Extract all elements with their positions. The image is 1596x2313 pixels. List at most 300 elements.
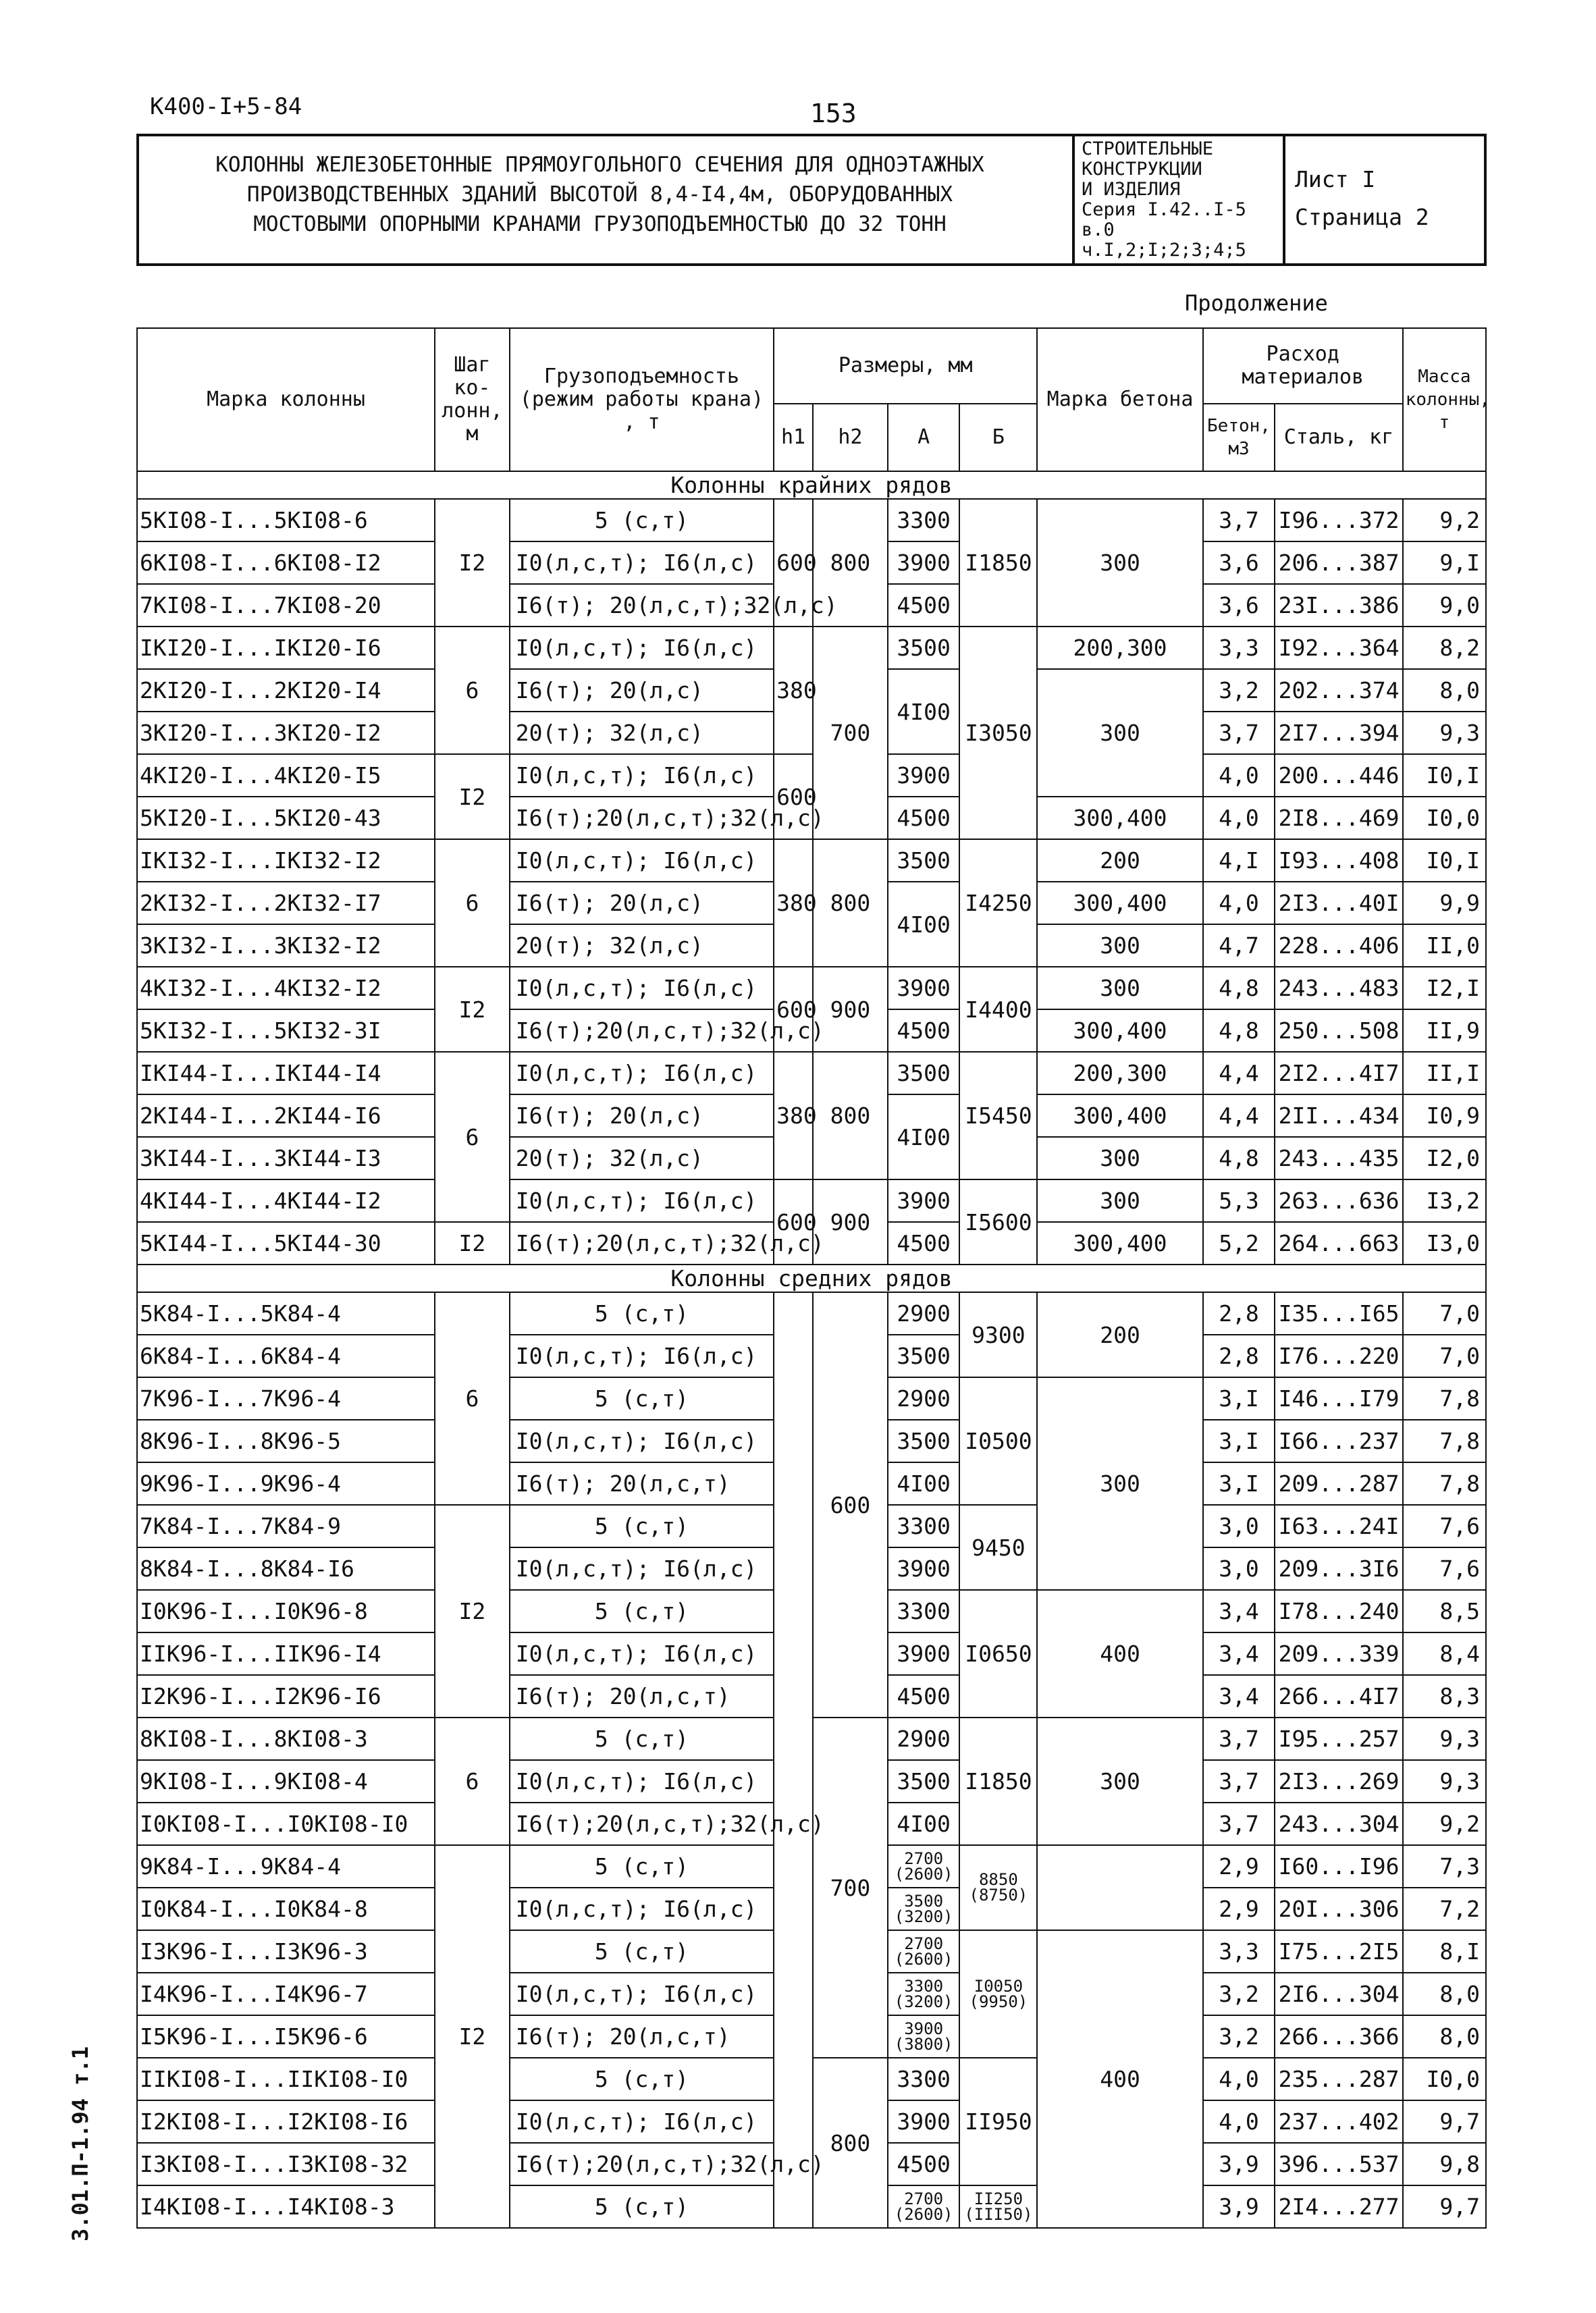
cell-steel: 235...287 [1275, 2058, 1402, 2100]
cell-concrete-grade: 300 [1037, 1377, 1202, 1590]
cell-mark: 8К96-I...8К96-5 [137, 1420, 435, 1462]
cell-steel: I78...240 [1275, 1590, 1402, 1632]
header-concrete: Бетон, м3 [1203, 404, 1275, 471]
cell-capacity: 5 (с,т) [510, 1590, 774, 1632]
cell-concrete: 3,6 [1203, 584, 1275, 627]
cell-step: 6 [435, 627, 510, 754]
cell-concrete: 3,0 [1203, 1505, 1275, 1547]
cell-concrete-grade: 400 [1037, 1590, 1202, 1718]
cell-steel: I66...237 [1275, 1420, 1402, 1462]
cell-mass: I2,0 [1403, 1137, 1486, 1179]
cell-capacity: 5 (с,т) [510, 2058, 774, 2100]
cell-a: 3900 [888, 1179, 960, 1222]
header-capacity: Грузоподъемность (режим работы крана) , т [510, 328, 774, 471]
cell-concrete: 2,8 [1203, 1292, 1275, 1335]
cell-mass: 8,4 [1403, 1632, 1486, 1675]
cell-concrete: 3,9 [1203, 2143, 1275, 2185]
cell-mark: 7КI08-I...7КI08-20 [137, 584, 435, 627]
cell-steel: 209...339 [1275, 1632, 1402, 1675]
cell-capacity: I6(т);20(л,с,т);32(л,с) [510, 797, 774, 839]
cell-mark: I2КI08-I...I2КI08-I6 [137, 2100, 435, 2143]
cell-mark: 8КI08-I...8КI08-3 [137, 1718, 435, 1760]
cell-mark: IIКI08-I...IIКI08-I0 [137, 2058, 435, 2100]
cell-concrete: 3,I [1203, 1420, 1275, 1462]
title-line: ПРОИЗВОДСТВЕННЫХ ЗДАНИЙ ВЫСОТОЙ 8,4-I4,4м, ОБОРУДОВАННЫХ [246, 182, 953, 207]
cell-concrete: 3,4 [1203, 1590, 1275, 1632]
table-row [137, 499, 1486, 541]
document-title [139, 150, 1061, 239]
header-step: Шаг ко- лонн, м [435, 328, 510, 471]
cell-a: 3500 [888, 1335, 960, 1377]
cell-mass: I3,2 [1403, 1179, 1486, 1222]
cell-step: 6 [435, 839, 510, 967]
sidebar-code: 3.01.П-1.94 т.1 [68, 2046, 93, 2241]
cell-mass: 7,6 [1403, 1505, 1486, 1547]
cell-steel: 264...663 [1275, 1222, 1402, 1265]
series-line: Серия I.42..I-5 [1082, 199, 1246, 220]
cell-concrete: 3,7 [1203, 1760, 1275, 1803]
cell-capacity: I6(т); 20(л,с,т);32(л,с) [510, 584, 774, 627]
header-concrete-grade: Марка бетона [1037, 328, 1202, 471]
section-middle-rows: Колонны средних рядов [137, 1265, 1486, 1292]
title-block [136, 134, 1487, 266]
cell-a: 4I00 [888, 1094, 960, 1179]
cell-capacity: 5 (с,т) [510, 1377, 774, 1420]
cell-concrete: 3,I [1203, 1462, 1275, 1505]
cell-h2: 800 [813, 1052, 888, 1179]
cell-steel: 2I3...269 [1275, 1760, 1402, 1803]
cell-step: I2 [435, 1505, 510, 1718]
cell-capacity: 5 (с,т) [510, 2185, 774, 2228]
cell-concrete-grade: 300,400 [1037, 1094, 1202, 1137]
cell-capacity: I0(л,с,т); I6(л,с) [510, 627, 774, 669]
title-divider [1283, 136, 1285, 263]
table-row [137, 627, 1486, 669]
cell-concrete: 3,4 [1203, 1632, 1275, 1675]
cell-steel: I93...408 [1275, 839, 1402, 882]
cell-capacity: I0(л,с,т); I6(л,с) [510, 1420, 774, 1462]
cell-h2: 900 [813, 1179, 888, 1265]
cell-mass: 9,9 [1403, 882, 1486, 924]
cell-a: 3900 [888, 2100, 960, 2143]
cell-b: I4400 [959, 967, 1037, 1052]
series-info [1082, 139, 1277, 261]
series-line: СТРОИТЕЛЬНЫЕ [1082, 138, 1214, 159]
page-label: Страница 2 [1295, 204, 1429, 230]
cell-step: 6 [435, 1718, 510, 1845]
cell-concrete: 4,4 [1203, 1052, 1275, 1094]
cell-mark: 2КI20-I...2КI20-I4 [137, 669, 435, 712]
cell-h1: 380 [774, 627, 813, 754]
cell-concrete-grade: 300,400 [1037, 1222, 1202, 1265]
cell-mark: 5КI32-I...5КI32-3I [137, 1009, 435, 1052]
sheet-number: Лист I [1295, 166, 1376, 192]
cell-mark: 2КI44-I...2КI44-I6 [137, 1094, 435, 1137]
cell-mark: IКI20-I...IКI20-I6 [137, 627, 435, 669]
cell-mass: 8,0 [1403, 2015, 1486, 2058]
cell-a: 4500 [888, 1222, 960, 1265]
cell-concrete: 3,I [1203, 1377, 1275, 1420]
cell-capacity: 5 (с,т) [510, 499, 774, 541]
table-row [137, 1292, 1486, 1335]
cell-capacity: 5 (с,т) [510, 1930, 774, 1973]
cell-b: I5600 [959, 1179, 1037, 1265]
cell-h2: 900 [813, 967, 888, 1052]
cell-a: 4I00 [888, 1803, 960, 1845]
cell-h2: 700 [813, 1718, 888, 2058]
cell-steel: I95...257 [1275, 1718, 1402, 1760]
cell-concrete: 3,6 [1203, 541, 1275, 584]
cell-steel: 2I2...4I7 [1275, 1052, 1402, 1094]
cell-steel: 228...406 [1275, 924, 1402, 967]
cell-concrete-grade: 300 [1037, 924, 1202, 967]
cell-mass: 8,0 [1403, 1973, 1486, 2015]
cell-a: 3900 [888, 541, 960, 584]
cell-mark: 5К84-I...5К84-4 [137, 1292, 435, 1335]
table-row [137, 967, 1486, 1009]
cell-capacity: 20(т); 32(л,с) [510, 924, 774, 967]
cell-mass: 9,8 [1403, 2143, 1486, 2185]
cell-steel: 2I3...40I [1275, 882, 1402, 924]
cell-capacity: I0(л,с,т); I6(л,с) [510, 2100, 774, 2143]
cell-mass: 9,7 [1403, 2185, 1486, 2228]
cell-capacity: I6(т); 20(л,с,т) [510, 1675, 774, 1718]
cell-mass: 7,8 [1403, 1420, 1486, 1462]
cell-h1: 600 [774, 499, 813, 627]
cell-mass: 8,3 [1403, 1675, 1486, 1718]
cell-capacity: I0(л,с,т); I6(л,с) [510, 1632, 774, 1675]
cell-mass: 9,2 [1403, 499, 1486, 541]
cell-steel: 2I4...277 [1275, 2185, 1402, 2228]
cell-a: 2900 [888, 1292, 960, 1335]
cell-mark: I0К96-I...I0К96-8 [137, 1590, 435, 1632]
cell-step: I2 [435, 967, 510, 1052]
cell-steel: I76...220 [1275, 1335, 1402, 1377]
cell-concrete: 4,4 [1203, 1094, 1275, 1137]
cell-h1 [774, 1292, 813, 2228]
cell-mark: I0КI08-I...I0КI08-I0 [137, 1803, 435, 1845]
cell-a: 4I00 [888, 1462, 960, 1505]
cell-concrete: 4,0 [1203, 882, 1275, 924]
cell-a: 3500 [888, 839, 960, 882]
cell-a: 4500 [888, 797, 960, 839]
cell-a: 3300 [888, 1505, 960, 1547]
cell-mark: I2К96-I...I2К96-I6 [137, 1675, 435, 1718]
cell-b: I1850 [959, 1718, 1037, 1845]
cell-mass: II,9 [1403, 1009, 1486, 1052]
cell-steel: I63...24I [1275, 1505, 1402, 1547]
cell-capacity: I6(т);20(л,с,т);32(л,с) [510, 2143, 774, 2185]
cell-capacity: I0(л,с,т); I6(л,с) [510, 1179, 774, 1222]
cell-capacity: I0(л,с,т); I6(л,с) [510, 541, 774, 584]
cell-capacity: I0(л,с,т); I6(л,с) [510, 1547, 774, 1590]
cell-mark: I4КI08-I...I4КI08-3 [137, 2185, 435, 2228]
cell-concrete: 2,9 [1203, 1845, 1275, 1888]
cell-mark: 3КI20-I...3КI20-I2 [137, 712, 435, 754]
cell-steel: 206...387 [1275, 541, 1402, 584]
cell-a: 4500 [888, 1009, 960, 1052]
cell-steel: 2I8...469 [1275, 797, 1402, 839]
cell-a: 2900 [888, 1718, 960, 1760]
cell-mark: 4КI32-I...4КI32-I2 [137, 967, 435, 1009]
cell-concrete: 4,0 [1203, 797, 1275, 839]
cell-capacity: I6(т);20(л,с,т);32(л,с) [510, 1222, 774, 1265]
cell-mass: 9,I [1403, 541, 1486, 584]
header-mark: Марка колонны [137, 328, 435, 471]
cell-concrete-grade: 300,400 [1037, 1009, 1202, 1052]
cell-steel: 200...446 [1275, 754, 1402, 797]
cell-capacity: I0(л,с,т); I6(л,с) [510, 967, 774, 1009]
header-materials: Расход материалов [1203, 328, 1403, 404]
cell-a: 3900 [888, 1632, 960, 1675]
cell-mass: I0,0 [1403, 797, 1486, 839]
cell-concrete: 3,7 [1203, 499, 1275, 541]
cell-capacity: I6(т);20(л,с,т);32(л,с) [510, 1803, 774, 1845]
cell-a: 4I00 [888, 882, 960, 967]
section-edge-rows: Колонны крайних рядов [137, 471, 1486, 499]
cell-h1: 600 [774, 1179, 813, 1265]
cell-b: 8850 (8750) [959, 1845, 1037, 1930]
header-a: А [888, 404, 960, 471]
cell-concrete: 4,I [1203, 839, 1275, 882]
cell-mass: II,I [1403, 1052, 1486, 1094]
cell-capacity: 5 (с,т) [510, 1292, 774, 1335]
cell-mass: I0,I [1403, 839, 1486, 882]
cell-concrete: 2,8 [1203, 1335, 1275, 1377]
cell-b: I0500 [959, 1377, 1037, 1505]
cell-mark: 9К96-I...9К96-4 [137, 1462, 435, 1505]
cell-h2: 800 [813, 499, 888, 627]
cell-a: 2900 [888, 1377, 960, 1420]
cell-mass: I2,I [1403, 967, 1486, 1009]
cell-mass: 9,0 [1403, 584, 1486, 627]
cell-h2: 600 [813, 1292, 888, 1718]
cell-steel: 20I...306 [1275, 1888, 1402, 1930]
cell-concrete-grade: 300,400 [1037, 882, 1202, 924]
cell-mark: 5КI08-I...5КI08-6 [137, 499, 435, 541]
cell-mark: 3КI32-I...3КI32-I2 [137, 924, 435, 967]
cell-capacity: I0(л,с,т); I6(л,с) [510, 839, 774, 882]
cell-h1: 380 [774, 1052, 813, 1179]
cell-concrete: 3,7 [1203, 712, 1275, 754]
cell-a: 3300 [888, 2058, 960, 2100]
cell-steel: 2I6...304 [1275, 1973, 1402, 2015]
series-line: КОНСТРУКЦИИ [1082, 159, 1202, 180]
cell-a: 2700 (2600) [888, 1930, 960, 1973]
cell-mark: IКI44-I...IКI44-I4 [137, 1052, 435, 1094]
cell-steel: 250...508 [1275, 1009, 1402, 1052]
cell-a: 3900 (3800) [888, 2015, 960, 2058]
header-steel: Сталь, кг [1275, 404, 1402, 471]
cell-capacity: 20(т); 32(л,с) [510, 712, 774, 754]
cell-mark: 5КI20-I...5КI20-43 [137, 797, 435, 839]
cell-mark: 8К84-I...8К84-I6 [137, 1547, 435, 1590]
sheet-info [1295, 161, 1484, 236]
cell-mark: 9К84-I...9К84-4 [137, 1845, 435, 1888]
cell-concrete-grade: 300 [1037, 1718, 1202, 1845]
cell-concrete: 4,0 [1203, 754, 1275, 797]
cell-steel: 266...4I7 [1275, 1675, 1402, 1718]
cell-mass: 9,7 [1403, 2100, 1486, 2143]
cell-mass: 9,3 [1403, 712, 1486, 754]
cell-mass: 9,3 [1403, 1760, 1486, 1803]
cell-concrete: 3,3 [1203, 627, 1275, 669]
header-dimensions: Размеры, мм [774, 328, 1037, 404]
cell-h1: 600 [774, 967, 813, 1052]
cell-mark: 2КI32-I...2КI32-I7 [137, 882, 435, 924]
cell-steel: 396...537 [1275, 2143, 1402, 2185]
cell-mass: 8,2 [1403, 627, 1486, 669]
cell-capacity: I0(л,с,т); I6(л,с) [510, 1888, 774, 1930]
cell-b: I0650 [959, 1590, 1037, 1718]
cell-b: I1850 [959, 499, 1037, 627]
cell-concrete-grade [1037, 1845, 1202, 1930]
cell-steel: 237...402 [1275, 2100, 1402, 2143]
cell-h1: 380 [774, 839, 813, 967]
title-line: КОЛОННЫ ЖЕЛЕЗОБЕТОННЫЕ ПРЯМОУГОЛЬНОГО СЕЧЕНИЯ ДЛЯ ОДНОЭТАЖНЫХ [215, 153, 984, 177]
cell-mark: 5КI44-I...5КI44-30 [137, 1222, 435, 1265]
cell-mark: 6К84-I...6К84-4 [137, 1335, 435, 1377]
cell-mass: 9,3 [1403, 1718, 1486, 1760]
cell-a: 3900 [888, 754, 960, 797]
cell-concrete: 2,9 [1203, 1888, 1275, 1930]
cell-concrete: 5,3 [1203, 1179, 1275, 1222]
cell-steel: I96...372 [1275, 499, 1402, 541]
cell-concrete: 3,7 [1203, 1718, 1275, 1760]
cell-a: 3300 [888, 499, 960, 541]
header-mass: Масса колонны, т [1403, 328, 1486, 471]
cell-a: 3900 [888, 967, 960, 1009]
cell-mass: 7,3 [1403, 1845, 1486, 1888]
cell-concrete-grade: 300 [1037, 1137, 1202, 1179]
cell-steel: 202...374 [1275, 669, 1402, 712]
cell-b: I0050 (9950) [959, 1930, 1037, 2058]
cell-a: 4500 [888, 584, 960, 627]
cell-a: 2700 (2600) [888, 1845, 960, 1888]
cell-mark: IIК96-I...IIК96-I4 [137, 1632, 435, 1675]
cell-steel: 209...3I6 [1275, 1547, 1402, 1590]
cell-concrete-grade: 300 [1037, 967, 1202, 1009]
cell-steel: 2I7...394 [1275, 712, 1402, 754]
cell-mass: II,0 [1403, 924, 1486, 967]
cell-mass: 7,0 [1403, 1292, 1486, 1335]
title-line: МОСТОВЫМИ ОПОРНЫМИ КРАНАМИ ГРУЗОПОДЪЕМНОСТЬЮ ДО 32 ТОНН [253, 212, 947, 236]
cell-concrete: 3,2 [1203, 2015, 1275, 2058]
cell-concrete-grade: 300 [1037, 1179, 1202, 1222]
cell-capacity: I0(л,с,т); I6(л,с) [510, 754, 774, 797]
page-number: 153 [810, 99, 857, 128]
cell-concrete: 3,9 [1203, 2185, 1275, 2228]
cell-b: I4250 [959, 839, 1037, 967]
cell-a: 3500 [888, 1420, 960, 1462]
cell-capacity: I6(т); 20(л,с) [510, 882, 774, 924]
cell-concrete: 4,8 [1203, 1009, 1275, 1052]
cell-steel: I35...I65 [1275, 1292, 1402, 1335]
cell-mass: I0,I [1403, 754, 1486, 797]
cell-mark: 4КI20-I...4КI20-I5 [137, 754, 435, 797]
cell-concrete-grade: 200,300 [1037, 1052, 1202, 1094]
cell-steel: I75...2I5 [1275, 1930, 1402, 1973]
header-b: Б [959, 404, 1037, 471]
cell-a: 4I00 [888, 669, 960, 754]
cell-concrete-grade: 400 [1037, 1930, 1202, 2228]
cell-concrete: 4,8 [1203, 967, 1275, 1009]
cell-b: I5450 [959, 1052, 1037, 1179]
cell-step: I2 [435, 754, 510, 839]
cell-b: II950 [959, 2058, 1037, 2185]
cell-concrete: 4,8 [1203, 1137, 1275, 1179]
cell-concrete-grade: 200,300 [1037, 627, 1202, 669]
cell-mass: 7,8 [1403, 1377, 1486, 1420]
cell-h1: 600 [774, 754, 813, 839]
cell-mark: I4К96-I...I4К96-7 [137, 1973, 435, 2015]
cell-concrete: 3,2 [1203, 669, 1275, 712]
cell-mass: I0,0 [1403, 2058, 1486, 2100]
cell-mark: I0К84-I...I0К84-8 [137, 1888, 435, 1930]
table-row [137, 754, 1486, 797]
cell-mark: I3К96-I...I3К96-3 [137, 1930, 435, 1973]
cell-capacity: I6(т); 20(л,с,т) [510, 2015, 774, 2058]
cell-mass: 7,6 [1403, 1547, 1486, 1590]
cell-steel: 209...287 [1275, 1462, 1402, 1505]
continuation-note: Продолжение [1185, 290, 1328, 316]
cell-concrete: 4,0 [1203, 2100, 1275, 2143]
cell-steel: 243...483 [1275, 967, 1402, 1009]
cell-mark: I5К96-I...I5К96-6 [137, 2015, 435, 2058]
cell-steel: I60...I96 [1275, 1845, 1402, 1888]
cell-mass: 7,8 [1403, 1462, 1486, 1505]
cell-capacity: 5 (с,т) [510, 1845, 774, 1888]
cell-capacity: I6(т);20(л,с,т);32(л,с) [510, 1009, 774, 1052]
cell-a: 4500 [888, 2143, 960, 2185]
cell-mark: I3КI08-I...I3КI08-32 [137, 2143, 435, 2185]
table-row [137, 1052, 1486, 1094]
cell-steel: 23I...386 [1275, 584, 1402, 627]
cell-step: I2 [435, 499, 510, 627]
cell-mass: 8,0 [1403, 669, 1486, 712]
cell-capacity: I0(л,с,т); I6(л,с) [510, 1335, 774, 1377]
cell-capacity: I0(л,с,т); I6(л,с) [510, 1973, 774, 2015]
cell-concrete: 3,2 [1203, 1973, 1275, 2015]
cell-capacity: 20(т); 32(л,с) [510, 1137, 774, 1179]
cell-concrete-grade: 300 [1037, 499, 1202, 627]
cell-b: 9450 [959, 1505, 1037, 1590]
cell-concrete-grade: 200 [1037, 1292, 1202, 1377]
cell-steel: 263...636 [1275, 1179, 1402, 1222]
cell-mass: 8,5 [1403, 1590, 1486, 1632]
cell-concrete: 5,2 [1203, 1222, 1275, 1265]
cell-step: I2 [435, 1222, 510, 1265]
cell-steel: 266...366 [1275, 2015, 1402, 2058]
cell-b: 9300 [959, 1292, 1037, 1377]
table-row [137, 1179, 1486, 1222]
cell-mass: 7,2 [1403, 1888, 1486, 1930]
cell-concrete: 3,7 [1203, 1803, 1275, 1845]
cell-mark: 6КI08-I...6КI08-I2 [137, 541, 435, 584]
header-h1: h1 [774, 404, 813, 471]
cell-a: 4500 [888, 1675, 960, 1718]
cell-h2: 800 [813, 2058, 888, 2228]
cell-concrete: 3,4 [1203, 1675, 1275, 1718]
cell-b: I3050 [959, 627, 1037, 839]
cell-concrete-grade: 200 [1037, 839, 1202, 882]
cell-mark: 9КI08-I...9КI08-4 [137, 1760, 435, 1803]
cell-mass: I0,9 [1403, 1094, 1486, 1137]
series-line: И ИЗДЕЛИЯ [1082, 179, 1181, 200]
cell-a: 3500 (3200) [888, 1888, 960, 1930]
cell-capacity: I0(л,с,т); I6(л,с) [510, 1052, 774, 1094]
columns-table [136, 327, 1490, 2229]
